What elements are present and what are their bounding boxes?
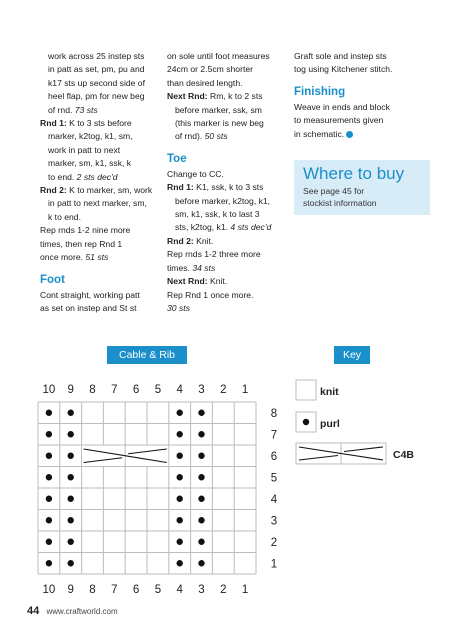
graft-paragraph: Graft sole and instep sts tog using Kitchener stitch. <box>294 51 393 75</box>
column-label-bottom: 10 <box>42 584 56 596</box>
toe-heading: Toe <box>167 152 187 165</box>
purl-dot <box>46 496 52 502</box>
purl-dot <box>198 474 204 480</box>
pattern-paragraph: work across 25 instep sts in patt as set, pm, pu and k17 sts up second side of heel flap, pm for new beg of rnd. 73 sts <box>48 51 145 115</box>
key-c4b-label: C4B <box>393 449 415 461</box>
foot-heading: Foot <box>40 273 65 286</box>
purl-dot <box>198 560 204 566</box>
toe-round-1: Rnd 1: K1, ssk, k to 3 sts before marker, k2tog, k1, sm, k1, ssk, k to last 3 sts, k2tog, k1. 4 sts dec'd <box>167 182 272 233</box>
purl-dot <box>46 410 52 416</box>
column-label-bottom: 6 <box>132 584 140 596</box>
purl-dot <box>177 453 183 459</box>
column-label-top: 10 <box>42 384 56 396</box>
purl-dot <box>46 560 52 566</box>
purl-dot <box>177 539 183 545</box>
purl-dot <box>177 560 183 566</box>
purl-dot <box>46 431 52 437</box>
key-purl-dot <box>303 419 309 425</box>
key-symbols <box>296 380 386 464</box>
column-label-bottom: 5 <box>154 584 162 596</box>
purl-dot <box>177 517 183 523</box>
next-round-instruction: Next Rnd: Rm, k to 2 sts before marker, ssk, sm (this marker is new beg of rnd). 50 sts <box>167 91 264 142</box>
column-label-top: 9 <box>67 384 74 396</box>
column-label-top: 2 <box>220 384 227 396</box>
purl-dot <box>198 453 204 459</box>
where-to-buy-text: See page 45 for stockist information <box>303 186 377 208</box>
chart-labels <box>43 384 278 596</box>
column-label-top: 7 <box>111 384 118 396</box>
purl-dot <box>68 560 74 566</box>
purl-dot <box>46 474 52 480</box>
column-label-bottom: 4 <box>176 584 183 596</box>
chart-grid <box>38 402 256 574</box>
toe-stitch-count: 30 sts <box>167 302 190 313</box>
purl-dot <box>68 453 74 459</box>
column-label-top: 1 <box>241 384 249 396</box>
toe-round-2: Rnd 2: Knit. <box>167 235 214 246</box>
purl-dot <box>68 431 74 437</box>
row-label: 8 <box>270 407 278 420</box>
repeat-instruction: Rep rnds 1-2 nine more times, then rep Rnd 1 once more. 51 sts <box>40 225 131 263</box>
column-label-top: 3 <box>198 384 205 396</box>
purl-dot <box>198 517 204 523</box>
row-label: 5 <box>270 472 278 485</box>
pattern-paragraph: on sole until foot measures 24cm or 2.5cm shorter than desired length. <box>167 51 270 88</box>
page-number: 44 <box>27 605 40 617</box>
page-footer <box>27 605 118 617</box>
column-label-bottom: 1 <box>241 584 249 596</box>
row-label: 7 <box>270 429 278 442</box>
purl-dot <box>68 539 74 545</box>
foot-paragraph: Cont straight, working patt as set on instep and St st <box>40 289 140 313</box>
where-to-buy-title: Where to buy <box>303 164 405 183</box>
purl-dot <box>177 474 183 480</box>
purl-dot <box>46 453 52 459</box>
cable-rib-chart-label: Cable & Rib <box>107 346 187 364</box>
purl-dot <box>68 496 74 502</box>
toe-repeat: Rep rnds 1-2 three more times. 34 sts <box>167 249 261 273</box>
purl-dot <box>68 410 74 416</box>
purl-dot <box>46 517 52 523</box>
column-label-top: 8 <box>89 384 96 396</box>
round-1-instruction: Rnd 1: K to 3 sts before marker, k2tog, k1, sm, work in patt to next marker, sm, k1, ssk, k to end. 2 sts dec'd <box>40 118 133 182</box>
footer-site: www.craftworld.com <box>46 607 118 616</box>
round-2-instruction: Rnd 2: K to marker, sm, work in patt to next marker, sm, k to end. <box>40 185 153 222</box>
row-label: 3 <box>270 515 278 528</box>
column-label-top: 5 <box>154 384 162 396</box>
key-label: Key <box>334 346 370 364</box>
key-knit-label: knit <box>320 386 339 398</box>
finishing-paragraph: Weave in ends and block to measurements given in schematic. <box>294 101 390 139</box>
column-label-bottom: 3 <box>198 584 205 596</box>
toe-next-round: Next Rnd: Knit. <box>167 276 228 287</box>
column-label-bottom: 9 <box>67 584 74 596</box>
row-label: 1 <box>270 558 278 571</box>
column-label-bottom: 2 <box>220 584 227 596</box>
purl-dot <box>198 496 204 502</box>
purl-dot <box>68 474 74 480</box>
purl-dot <box>198 410 204 416</box>
column-label-bottom: 8 <box>89 584 96 596</box>
row-label: 2 <box>270 536 278 549</box>
purl-dot <box>198 539 204 545</box>
finishing-heading: Finishing <box>294 85 346 98</box>
key-knit-box <box>296 380 316 400</box>
purl-dot <box>46 539 52 545</box>
row-label: 6 <box>270 450 278 463</box>
toe-repeat-round-1: Rep Rnd 1 once more. <box>167 289 254 300</box>
column-label-top: 6 <box>132 384 140 396</box>
purl-dot <box>68 517 74 523</box>
purl-dot <box>177 431 183 437</box>
purl-dot <box>198 431 204 437</box>
row-label: 4 <box>270 493 278 506</box>
purl-dot <box>177 496 183 502</box>
column-label-top: 4 <box>176 384 183 396</box>
column-label-bottom: 7 <box>111 584 118 596</box>
toe-change-colour: Change to CC. <box>167 168 224 179</box>
purl-dot <box>177 410 183 416</box>
key-purl-label: purl <box>320 418 340 430</box>
